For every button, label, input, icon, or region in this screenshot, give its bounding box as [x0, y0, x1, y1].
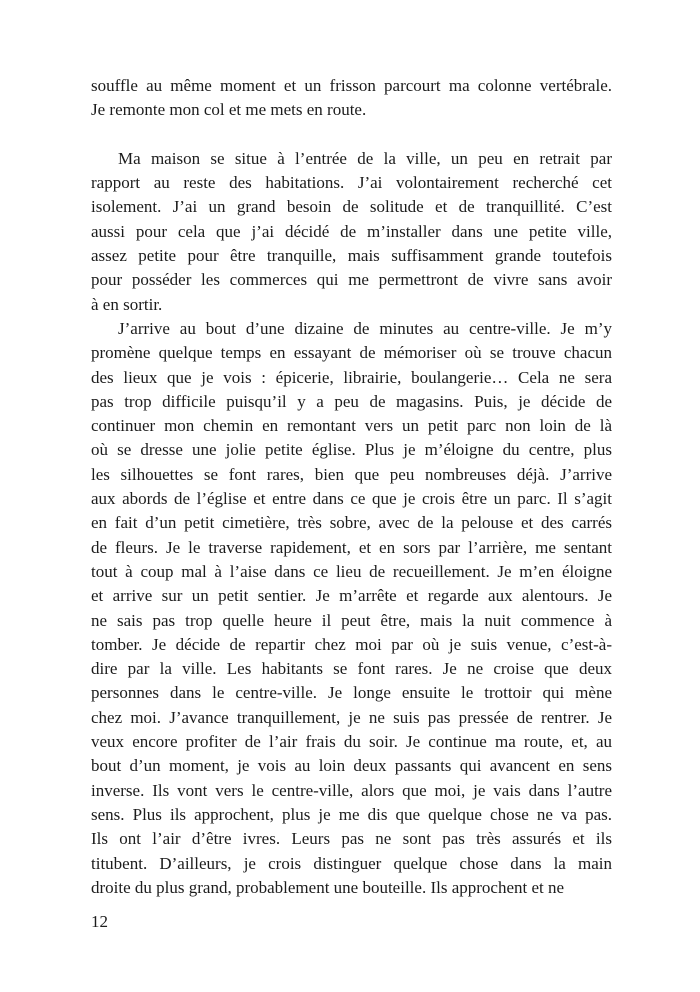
text-line: aussi pour cela que j’ai décidé de m’installer dans une petite ville, — [91, 221, 612, 241]
text-line: droite du plus grand, probablement une bouteille. Ils approchent et ne — [91, 877, 565, 897]
page-text — [91, 74, 612, 900]
text-line: les silhouettes se font rares, bien que peu nombreuses déjà. J’arrive — [91, 464, 612, 484]
text-line: Je remonte mon col et me mets en route. — [91, 100, 367, 120]
text-line: personnes dans le centre-ville. Je longe ensuite le trottoir qui mène — [91, 683, 612, 703]
page-number: 12 — [91, 912, 108, 931]
text-line: continuer mon chemin en remontant vers un petit parc non loin de là — [91, 416, 612, 436]
text-line: où se dresse une jolie petite église. Plus je m’éloigne du centre, plus — [91, 440, 612, 460]
text-line: inverse. Ils vont vers le centre-ville, alors que moi, je vais dans l’autre — [91, 780, 612, 800]
text-line: pour posséder les commerces qui me permettront de vivre sans avoir — [91, 270, 612, 290]
text-line: dire par la ville. Les habitants se font rares. Je ne croise que deux — [91, 659, 612, 679]
text-line: rapport au reste des habitations. J’ai volontairement recherché cet — [91, 173, 612, 193]
text-line: aux abords de l’église et entre dans ce que je crois être un parc. Il s’agit — [91, 489, 612, 509]
paragraph — [91, 317, 612, 900]
text-line: à en sortir. — [91, 294, 163, 314]
text-line: tout à coup mal à l’aise dans ce lieu de recueillement. Je m’en éloigne — [91, 561, 612, 581]
text-line: bout d’un moment, je vois au loin deux passants qui avancent en sens — [91, 756, 612, 776]
text-line: promène quelque temps en essayant de mémoriser où se trouve chacun — [91, 343, 612, 363]
text-line: en fait d’un petit cimetière, très sobre, avec de la pelouse et des carrés — [91, 513, 612, 533]
text-line: des lieux que je vois : épicerie, librairie, boulangerie… Cela ne sera — [91, 367, 612, 387]
text-line: Ils ont l’air d’être ivres. Leurs pas ne sont pas très assurés et ils — [91, 829, 612, 849]
text-line: sens. Plus ils approchent, plus je me dis que quelque chose ne va pas. — [91, 804, 612, 824]
text-line: ne sais pas trop quelle heure il peut être, mais la nuit commence à — [91, 610, 612, 630]
text-line: pas trop difficile puisqu’il y a peu de magasins. Puis, je décide de — [91, 391, 612, 411]
text-line: de fleurs. Je le traverse rapidement, et en sors par l’arrière, me sentant — [91, 537, 612, 557]
paragraph — [91, 74, 612, 123]
text-line: isolement. J’ai un grand besoin de solitude et de tranquillité. C’est — [91, 197, 612, 217]
text-line: J’arrive au bout d’une dizaine de minutes au centre-ville. Je m’y — [118, 318, 612, 338]
text-line: et arrive sur un petit sentier. Je m’arrête et regarde aux alentours. Je — [91, 586, 612, 606]
text-line: tomber. Je décide de repartir chez moi par où je suis venue, c’est-à- — [91, 634, 612, 654]
text-line: titubent. D’ailleurs, je crois distinguer quelque chose dans la main — [91, 853, 612, 873]
paragraph — [91, 147, 612, 317]
text-line: souffle au même moment et un frisson parcourt ma colonne vertébrale. — [91, 76, 612, 95]
text-line: assez petite pour être tranquille, mais suffisamment grande toutefois — [91, 246, 612, 266]
text-line: Ma maison se situe à l’entrée de la ville, un peu en retrait par — [118, 148, 612, 168]
text-line: chez moi. J’avance tranquillement, je ne suis pas pressée de rentrer. Je — [91, 707, 612, 727]
text-line: veux encore profiter de l’air frais du soir. Je continue ma route, et, au — [91, 732, 612, 752]
